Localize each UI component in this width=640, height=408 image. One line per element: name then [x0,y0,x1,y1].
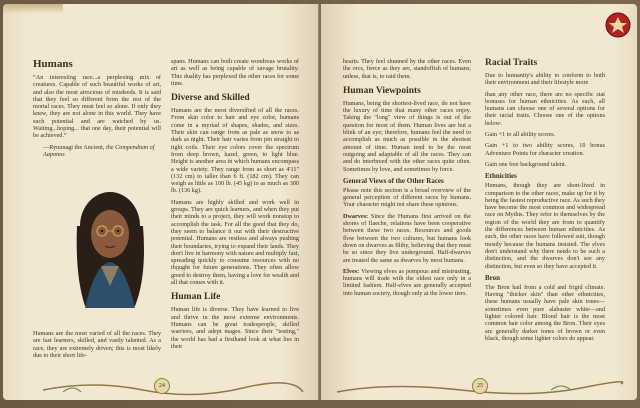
emblem-icon [605,12,631,38]
heading-general-views: General Views of the Other Races [343,176,444,185]
heading-human-life: Human Life [171,292,221,303]
ethnicities-paragraph: Humans, though they are short-lived in comparison to the other races, make up for it by being the fastest reproductive race. As such they have become the most common and widespread race on Mythis. They refer to themselves by the region of the world they are from to quantify the differences between human ethnicities. As such, the other races have followed suit, though mostly because the humans insisted. The elves don't understand why there needs to be such a distinction, and the dwarves don't see any distinction, but even so they have accepted it. [485,182,605,270]
left-page [3,4,319,400]
left-column-1 [33,58,161,162]
intro-quote: “An interesting race...a perplexing mix of creatures. Capable of such beautiful works of art, and also the most atrocious of misdeeds. It is said that they feel so different from the rest of the mortal races. They must feel so alone. If only they knew, they are not alone in this world. They have such potential and are watched by us. Waiting...hoping... that one day, their potential will be achieved.” [33,74,161,140]
attribution-book: the Compendium of Aaponos [43,143,155,158]
section-title-humans: Humans [33,58,73,70]
heading-ethnicities: Ethnicities [485,172,517,181]
diverse-paragraph-1: Humans are the most diversified of all the races. From skin color to hair and eye color, humans come in a myriad of shapes, shades, and sizes. Their skin can range from as pale as snow to as dark as night. Their hair varies from pin straight to tight coils. Their eye colors cover the spectrum from deep brown, hazel, green, to light blue. Height is another area in which humans encompass a wide variety. They range from as short as 4'11" (132 cm) to taller than 6 ft. (182 cm). They can weigh as little as 100 lb. (45 kg) to as much as 300 lb. (136 kg). [171,107,299,195]
human-portrait-image [65,186,155,308]
human-life-paragraph-continued: hearts. They feel shunned by the other races. Even the orcs, fierce as they are, standoffish of humans; unless, that is, to raid them. [343,58,471,80]
elves-paragraph [343,268,471,297]
elves-label: Elves: [343,267,360,275]
right-column-2 [485,58,605,346]
elves-text: Viewing elves as pompous and mistrusting, humans will trade with the oldest race only in a limited fashion. Half-elves are generally accepted into human society, though only at the lower tiers. [343,267,472,297]
page-number-left: 24 [154,378,170,394]
racial-option-2: Gain +1 to two ability scores, 10 bonus Adventure Points for character creation. [485,142,605,157]
page-corner-ornament [3,4,63,14]
diverse-paragraph-2: Humans are highly skilled and work well in groups. They are quick learners, and when they put their minds to a project, they will work nonstop to accomplish the task. For all the good that they do, they seem to balance it out with their destructive potential. Humans are restless and always pushing their boundaries, trying to expand their lands. They don't live in harmony with nature and multiply fast, spreading quickly to consume resources with no thought for future generations. They often allow greed to destroy them, having a love for wealth and all that comes with it. [171,198,299,287]
general-views-paragraph: Please note this section is a broad overview of the general perception of different races by humans. Your character might not share these opinions. [343,186,471,209]
heading-racial-traits: Racial Traits [485,58,538,68]
page-number-right: 25 [472,378,488,394]
racial-traits-paragraph-2: than any other race, there are no specific stat bonuses for human ethnicities. As such, all humans can choose one of several options for their racial traits. Choose one of the options below: [485,90,605,127]
right-column-1 [343,58,471,301]
viewpoints-paragraph: Humans, being the shortest-lived race, do not have the luxury of time that many other races enjoy. Taking the "long" view of things is out of the question for most of them. Human lives are but a blink of an eye; therefore, humans feel the need to accomplish as much as possible in the shortest amount of time. Human tend to be the most outgoing and adaptable of all the races. They can and do interbreed with the other races quite often. Sometimes by love, and sometimes by force. [343,99,471,173]
intro-paragraph-continued: spans. Humans can both create wondrous works of art as well as being capable of savage brutality. This duality has perplexed the other races for some time. [171,58,299,87]
dwarves-text: Since the Humans first arrived on the shores of Ilaeche, relations have been cooperative between these two races. Resources and goods flow between the two cultures, but humans look down on dwarves as filthy, believing that they must be so since they live underground. Half-dwarves are treated the same as dwarves by most humans. [343,212,471,264]
racial-option-3: Gain one free background talent. [485,160,567,168]
left-footer [3,370,319,400]
human-life-paragraph: Human life is diverse. They have learned to live and thrive in the most extreme environments. Humans can be great tradespeople, skilled warriors, and adept mages. Since their "testing," the world has had a firsthand look at what lies in their [171,306,299,350]
right-page [321,4,637,400]
bron-paragraph: The Bron hail from a cold and frigid climate. Having "thicker skin" than other ethnicities, these humans usually have pale skin tones—sometimes even pure alabaster white—and lighter colored hair. Blond hair is the most common hair color among the Bron. Their eyes are generally darker tones of brown or even black, though some lighter colors do appear. [485,283,605,342]
intro-paragraph: Humans are the most varied of all the races. They are fast learners, skilled, and vastly talented. As a race, they are extremely driven; this is most likely due to their short life- [33,330,161,359]
racial-option-1: Gain +1 to all ability scores. [485,131,556,139]
left-column-1-bottom [33,330,161,363]
dwarves-label: Dwarves: [343,212,369,220]
dwarves-paragraph [343,213,471,264]
attribution-prefix: —Ryuunagi the Ancient, [43,143,105,151]
right-footer [321,370,637,400]
heading-human-viewpoints: Human Viewpoints [343,85,421,96]
left-column-2 [171,58,299,354]
racial-traits-paragraph-1: Due to humanity's ability to conform to both their environment and their lifestyle more [485,72,605,87]
heading-diverse-and-skilled: Diverse and Skilled [171,93,250,104]
heading-bron: Bron [485,273,501,282]
quote-attribution [33,144,161,159]
